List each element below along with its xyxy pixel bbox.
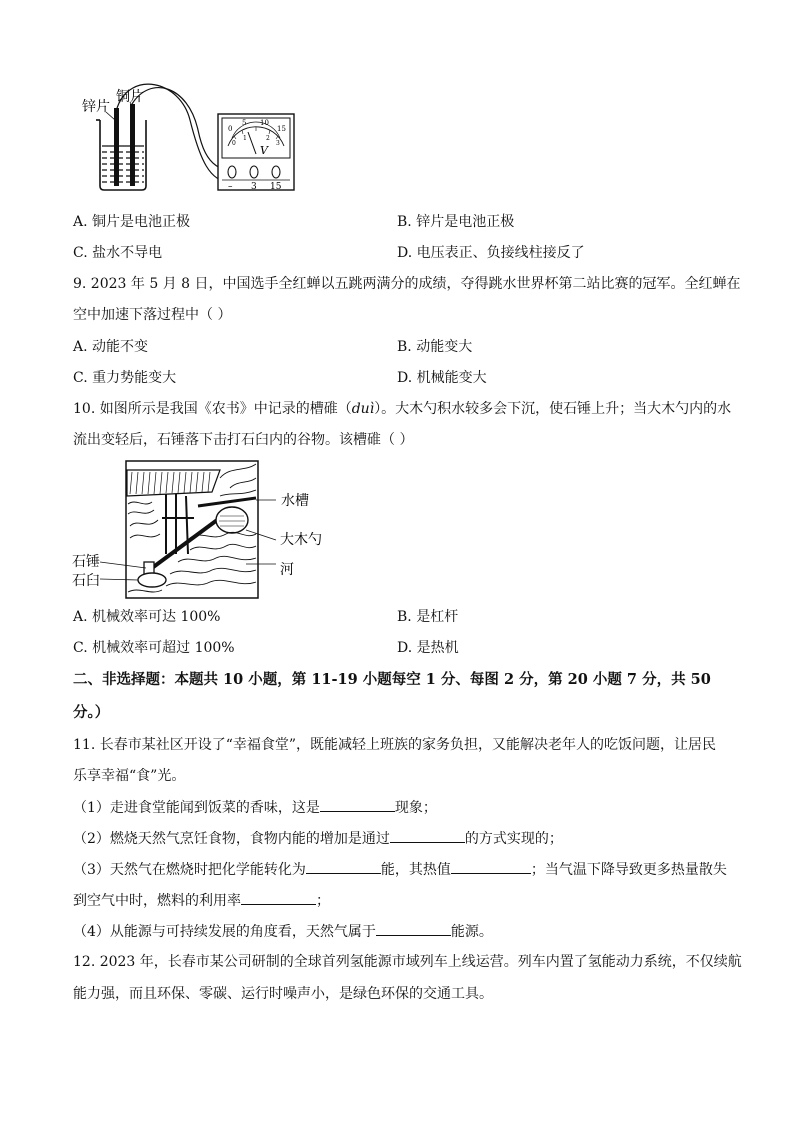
q10-stem-line1 [73,399,731,419]
q11-stem-line1: 11. 长春市某社区开设了“幸福食堂”，既能减轻上班族的家务负担，又能解决老年人的吃饭问题，让居民 [73,737,717,753]
scale-lower-0: 0 [232,140,236,147]
q9-option-c: C. 重力势能变大 [73,370,177,386]
q8-option-a: A. 铜片是电池正极 [73,214,191,230]
section2-heading-line1: 二、非选择题：本题共 10 小题，第 11-19 小题每空 1 分、每图 2 分，第 20 小题 7 分，共 50 [73,671,711,688]
q11-part2-text-b: 的方式实现的； [464,831,563,847]
q10-option-d: D. 是热机 [397,640,459,656]
q11-part1-text-b: 现象； [394,800,437,816]
q9-stem-line2: 空中加速下落过程中（ ） [73,307,232,323]
trough-pestle-figure [70,458,340,602]
q12-stem-line1: 12. 2023 年，长春市某公司研制的全球首列氢能源市域列车上线运营。列车内置了氢能动力系统，不仅续航 [73,954,742,970]
q10-stem-part2: ）。大木勺积水较多会下沉，使石锤上升；当大木勺内的水 [374,401,732,417]
q11-part4-text-b: 能源。 [450,924,493,940]
q9-stem-line1: 9. 2023 年 5 月 8 日，中国选手全红蝉以五跳两满分的成绩，夺得跳水世界杯第二站比赛的冠军。全红蝉在 [73,276,741,292]
stone-mortar [138,573,166,587]
label-water-trough: 水槽 [281,493,309,509]
zinc-label: 锌片 [82,99,110,115]
label-stone-hammer: 石锤 [72,554,100,570]
terminal-3: 3 [251,182,257,192]
salt-water [102,146,144,182]
q11-part2-text-a: （2）燃烧天然气烹饪食物，食物内能的增加是通过 [73,831,390,847]
q11-part1-text-a: （1）走进食堂能闻到饭菜的香味，这是 [73,800,320,816]
q12-stem-line2: 能力强，而且环保、零碳、运行时噪声小，是绿色环保的交通工具。 [73,986,493,1002]
scale-upper-0: 0 [228,125,233,133]
q11-blank-1[interactable] [320,797,395,812]
copper-plate [130,104,135,186]
q10-option-a: A. 机械效率可达 100% [73,609,221,625]
scale-lower-2: 2 [266,135,270,142]
q11-stem-line2: 乐享幸福“食”光。 [73,768,186,784]
q10-stem-line2: 流出变轻后，石锤落下击打石臼内的谷物。该槽碓（ ） [73,432,414,448]
terminal-15: 15 [270,182,282,192]
q10-option-c: C. 机械效率可超过 100% [73,640,235,656]
q11-blank-5[interactable] [241,890,316,905]
scale-lower-3: 3 [276,140,280,147]
q11-part3-text-a: （3）天然气在燃烧时把化学能转化为 [73,862,306,878]
q8-option-d: D. 电压表正、负接线柱接反了 [397,245,585,261]
label-big-ladle: 大木勺 [280,532,322,548]
q11-part3-text-b: 能，其热值 [380,862,451,878]
q11-part4 [73,921,493,942]
q9-option-a: A. 动能不变 [73,339,149,355]
section2-heading-line2: 分。） [73,704,110,721]
q11-part3-text-e: ； [316,893,330,909]
q11-blank-3[interactable] [306,859,381,874]
q10-pinyin: duì [351,401,375,417]
q10-stem-part1: 10. 如图所示是我国《农书》中记录的槽碓（ [73,401,352,417]
scale-lower-1: 1 [243,135,247,142]
q10-option-b: B. 是杠杆 [397,609,459,625]
label-river: 河 [280,562,294,578]
q11-part1 [73,797,437,818]
q11-blank-4[interactable] [451,859,531,874]
scale-upper-15: 15 [277,125,286,133]
q11-part3-text-c: ；当气温下降导致更多热量散失 [530,862,727,878]
scale-upper-10: 10 [260,119,269,127]
beaker [100,120,146,190]
q8-option-c: C. 盐水不导电 [73,245,163,261]
q11-part3-cont [73,890,330,911]
q11-blank-2[interactable] [390,828,465,843]
q9-option-d: D. 机械能变大 [397,370,487,386]
q11-blank-6[interactable] [376,921,451,936]
q9-option-b: B. 动能变大 [397,339,473,355]
terminal-minus: – [228,182,233,192]
copper-label: 铜片 [116,89,144,105]
q11-part4-text-a: （4）从能源与可持续发展的角度看，天然气属于 [73,924,376,940]
big-ladle [216,507,248,533]
q8-option-b: B. 锌片是电池正极 [397,214,515,230]
label-stone-mortar: 石臼 [72,573,100,589]
scale-upper-5: 5 [242,119,247,127]
battery-voltmeter-figure [70,80,300,195]
q11-part2 [73,828,563,849]
q11-part3 [73,859,727,880]
q11-part3-text-d: 到空气中时，燃料的利用率 [73,893,241,909]
voltmeter-letter: V [260,144,268,157]
